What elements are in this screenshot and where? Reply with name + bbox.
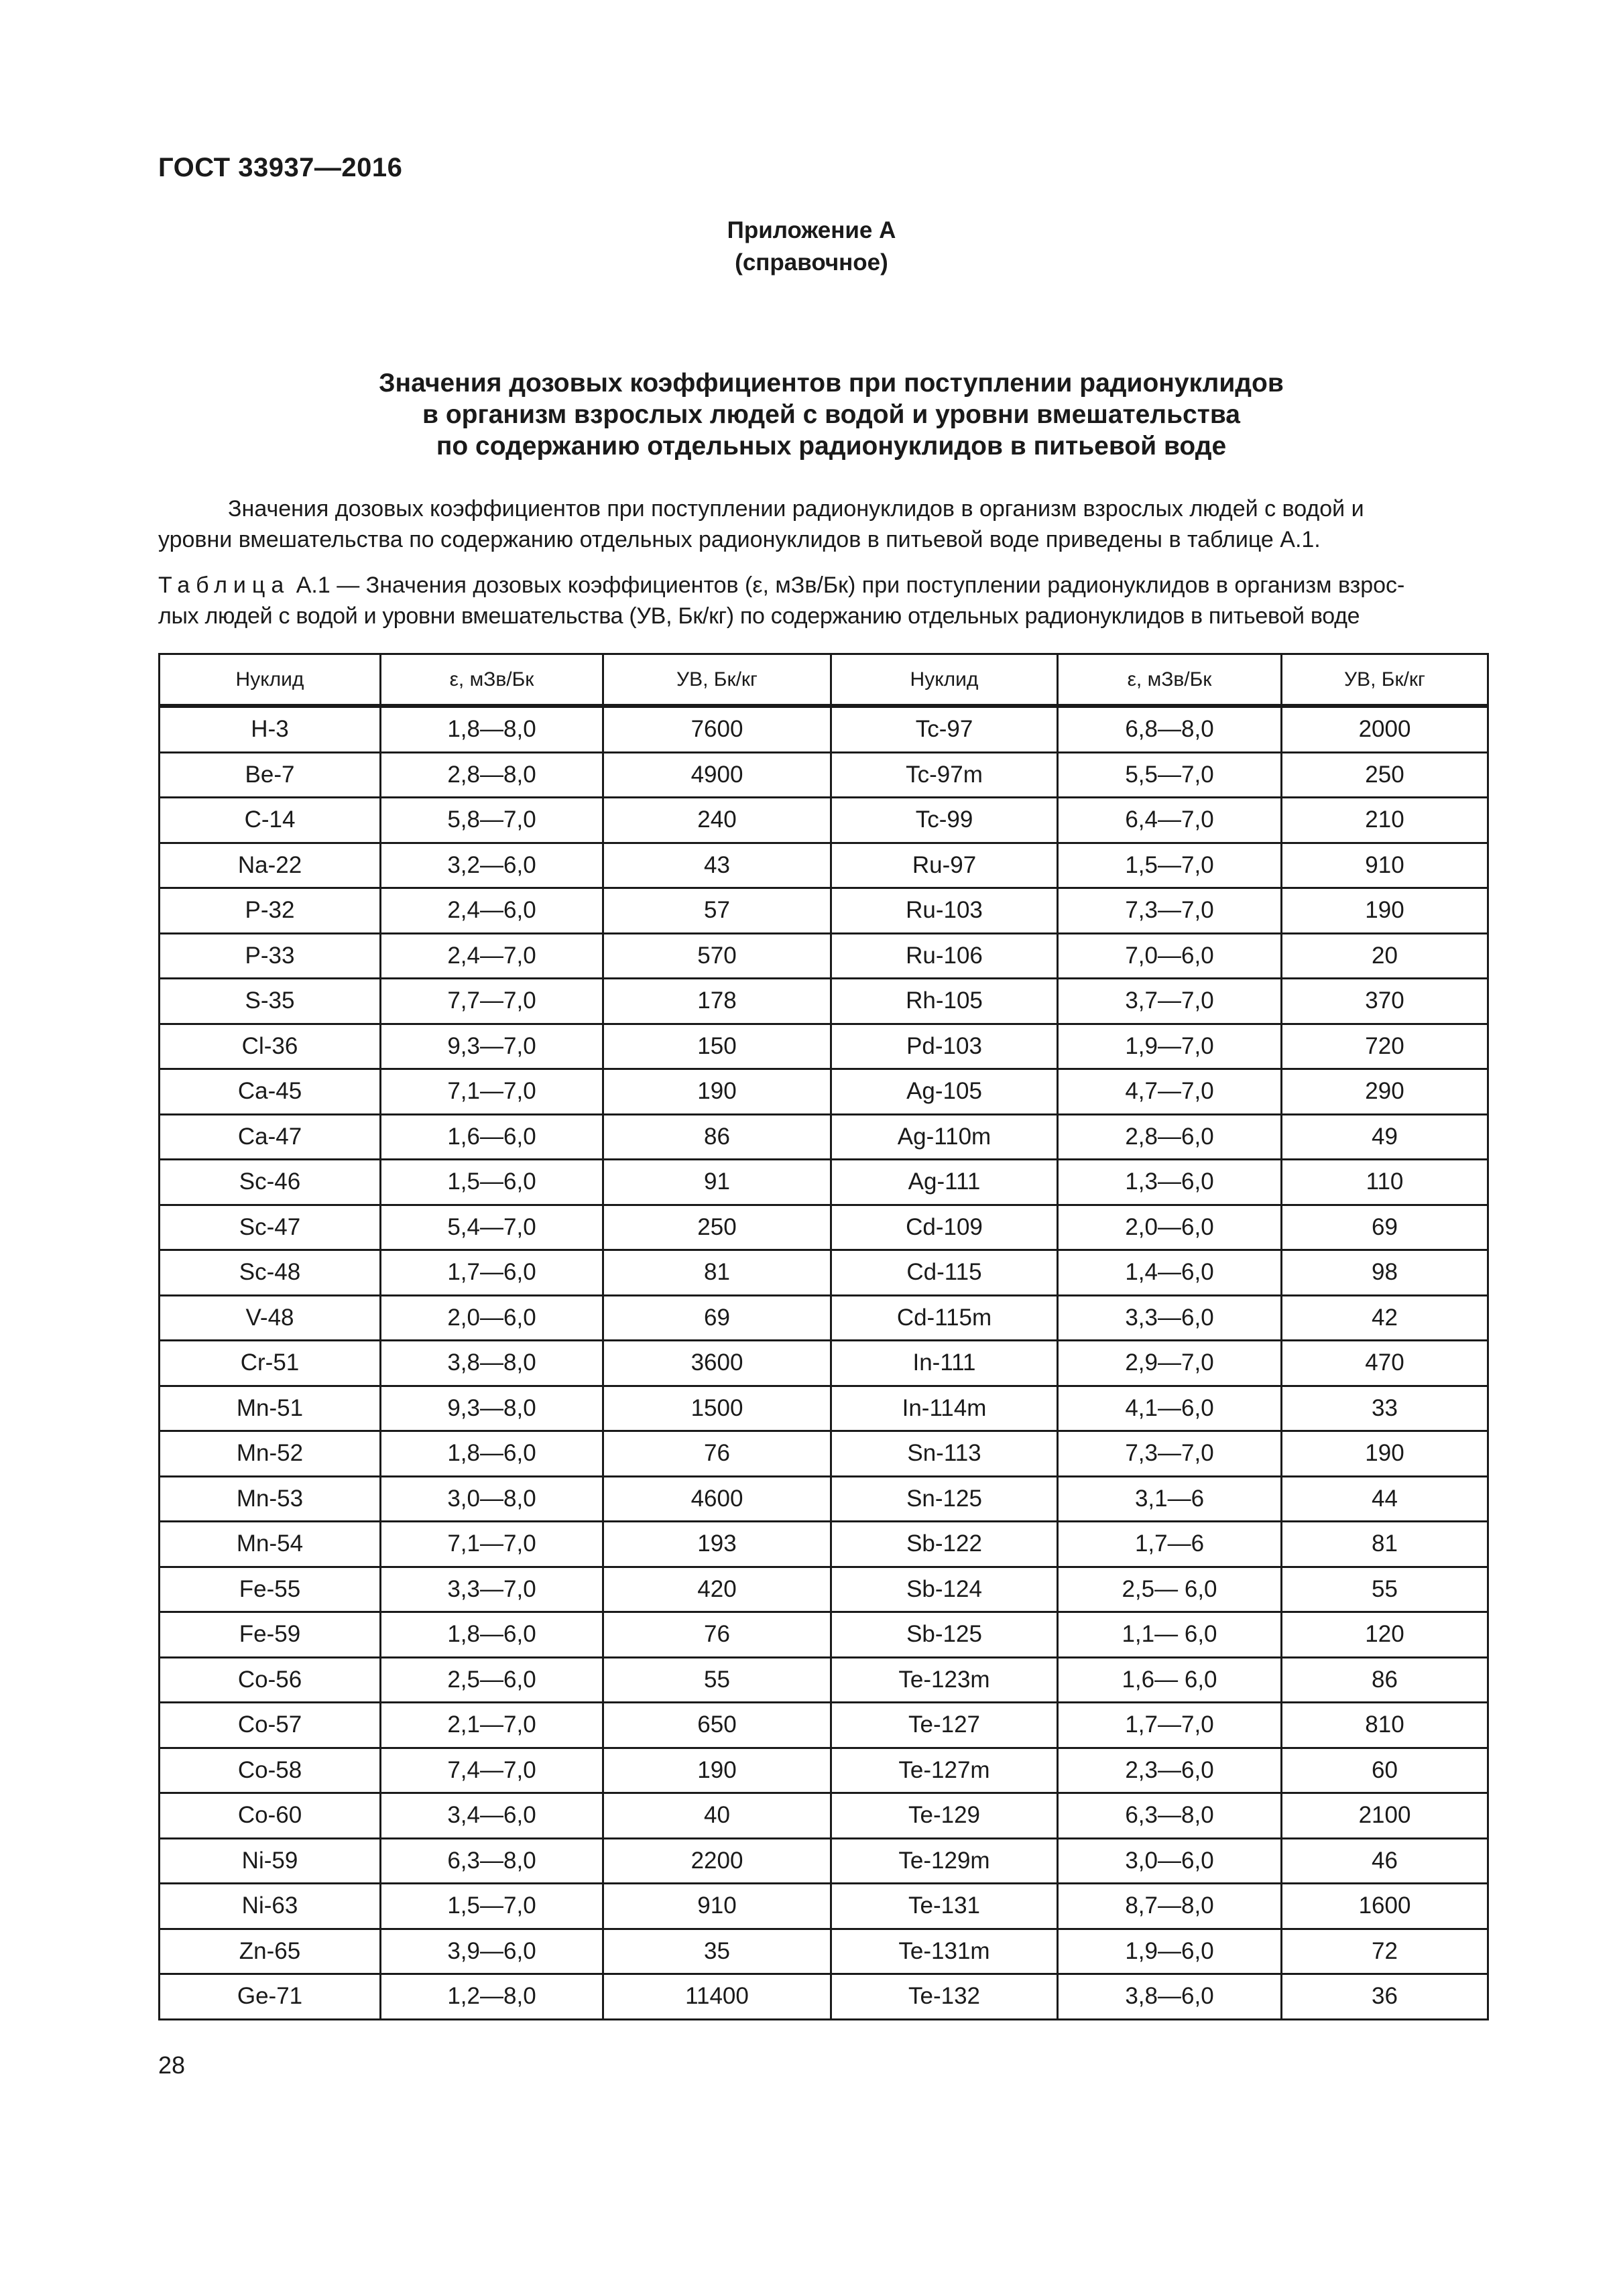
intervention-level-cell: 55 <box>603 1657 831 1703</box>
nuclide-cell: H-3 <box>160 706 381 752</box>
caption-line: лых людей с водой и уровни вмешательства (УВ, Бк/кг) по содержанию отдельных радионуклидов в питьевой воде <box>158 603 1360 629</box>
table-row <box>160 1793 1488 1839</box>
dose-coefficient-cell: 2,4—7,0 <box>381 933 603 979</box>
dose-coefficient-cell: 7,1—7,0 <box>381 1069 603 1115</box>
nuclide-cell: Sn-125 <box>831 1476 1058 1522</box>
caption-text: А.1 — Значения дозовых коэффициентов (ε, мЗв/Бк) при поступлении радионуклидов в организм взрос- <box>290 572 1405 598</box>
table-row <box>160 1612 1488 1658</box>
dose-coefficient-cell: 7,4—7,0 <box>381 1748 603 1793</box>
dose-coefficient-cell: 1,8—6,0 <box>381 1431 603 1477</box>
table-row <box>160 1341 1488 1386</box>
intervention-level-cell: 190 <box>603 1069 831 1115</box>
appendix-heading <box>0 215 1623 279</box>
intervention-level-cell: 43 <box>603 843 831 888</box>
table-row <box>160 752 1488 798</box>
intervention-level-cell: 190 <box>603 1748 831 1793</box>
table-row <box>160 1205 1488 1250</box>
nuclide-cell: Be-7 <box>160 752 381 798</box>
nuclide-cell: Fe-59 <box>160 1612 381 1658</box>
intervention-level-cell: 193 <box>603 1522 831 1567</box>
dose-coefficient-cell: 3,8—6,0 <box>1058 1974 1282 2020</box>
dose-coefficient-cell: 2,8—6,0 <box>1058 1114 1282 1160</box>
dose-coefficient-cell: 2,3—6,0 <box>1058 1748 1282 1793</box>
nuclide-cell: Mn-52 <box>160 1431 381 1477</box>
intervention-level-cell: 570 <box>603 933 831 979</box>
nuclide-cell: Mn-54 <box>160 1522 381 1567</box>
nuclide-cell: Te-129 <box>831 1793 1058 1839</box>
header-intervention-level: УВ, Бк/кг <box>603 654 831 707</box>
nuclide-cell: P-32 <box>160 888 381 934</box>
table-row <box>160 1386 1488 1431</box>
intervention-level-cell: 1600 <box>1282 1884 1488 1929</box>
intervention-level-cell: 40 <box>603 1793 831 1839</box>
intervention-level-cell: 120 <box>1282 1612 1488 1658</box>
caption-prefix: Таблица <box>158 572 290 598</box>
intervention-level-cell: 910 <box>603 1884 831 1929</box>
nuclide-cell: Ni-59 <box>160 1838 381 1884</box>
nuclide-cell: C-14 <box>160 798 381 843</box>
table-row <box>160 1069 1488 1115</box>
dose-coefficient-cell: 8,7—8,0 <box>1058 1884 1282 1929</box>
table-row <box>160 706 1488 752</box>
header-nuclide: Нуклид <box>831 654 1058 707</box>
table-row <box>160 1929 1488 1974</box>
dose-coefficient-cell: 3,3—7,0 <box>381 1567 603 1612</box>
intervention-level-cell: 72 <box>1282 1929 1488 1974</box>
dose-coefficient-cell: 1,3—6,0 <box>1058 1160 1282 1205</box>
nuclide-cell: Sc-47 <box>160 1205 381 1250</box>
nuclide-cell: Pd-103 <box>831 1024 1058 1069</box>
intervention-level-cell: 81 <box>1282 1522 1488 1567</box>
dose-coefficient-cell: 1,9—6,0 <box>1058 1929 1282 1974</box>
intervention-level-cell: 76 <box>603 1612 831 1658</box>
header-dose-coefficient: ε, мЗв/Бк <box>1058 654 1282 707</box>
dose-coefficient-cell: 1,9—7,0 <box>1058 1024 1282 1069</box>
intervention-level-cell: 910 <box>1282 843 1488 888</box>
dose-coefficient-cell: 7,1—7,0 <box>381 1522 603 1567</box>
intervention-level-cell: 46 <box>1282 1838 1488 1884</box>
dose-coefficient-cell: 6,4—7,0 <box>1058 798 1282 843</box>
nuclide-cell: Tc-99 <box>831 798 1058 843</box>
table-row <box>160 1295 1488 1341</box>
dose-coefficient-cell: 7,3—7,0 <box>1058 888 1282 934</box>
appendix-subtitle: (справочное) <box>735 249 888 276</box>
dose-coefficient-cell: 3,3—6,0 <box>1058 1295 1282 1341</box>
intervention-level-cell: 69 <box>603 1295 831 1341</box>
nuclide-cell: Ca-47 <box>160 1114 381 1160</box>
nuclide-cell: Sn-113 <box>831 1431 1058 1477</box>
table-row <box>160 1884 1488 1929</box>
title-line: по содержанию отдельных радионуклидов в питьевой воде <box>436 432 1227 461</box>
intervention-level-cell: 86 <box>603 1114 831 1160</box>
intervention-level-cell: 86 <box>1282 1657 1488 1703</box>
intervention-level-cell: 42 <box>1282 1295 1488 1341</box>
dose-coefficient-cell: 1,1— 6,0 <box>1058 1612 1282 1658</box>
intervention-level-cell: 4600 <box>603 1476 831 1522</box>
table-row <box>160 843 1488 888</box>
table-caption <box>158 570 1486 631</box>
intervention-level-cell: 2100 <box>1282 1793 1488 1839</box>
dose-coefficient-cell: 1,6—6,0 <box>381 1114 603 1160</box>
nuclide-cell: Co-60 <box>160 1793 381 1839</box>
table-row <box>160 1522 1488 1567</box>
intervention-level-cell: 210 <box>1282 798 1488 843</box>
nuclide-cell: V-48 <box>160 1295 381 1341</box>
nuclide-cell: Te-127m <box>831 1748 1058 1793</box>
dose-coefficient-cell: 5,4—7,0 <box>381 1205 603 1250</box>
table-header-row <box>160 654 1488 707</box>
dose-coefficient-cell: 2,9—7,0 <box>1058 1341 1282 1386</box>
intervention-level-cell: 650 <box>603 1703 831 1748</box>
dose-coefficient-cell: 1,6— 6,0 <box>1058 1657 1282 1703</box>
intervention-level-cell: 49 <box>1282 1114 1488 1160</box>
intro-line: Значения дозовых коэффициентов при поступлении радионуклидов в организм взрослых людей с водой и <box>228 496 1364 522</box>
intervention-level-cell: 720 <box>1282 1024 1488 1069</box>
dose-coefficient-cell: 1,8—6,0 <box>381 1612 603 1658</box>
nuclide-cell: In-111 <box>831 1341 1058 1386</box>
section-title <box>0 367 1623 462</box>
dose-coefficient-cell: 2,0—6,0 <box>1058 1205 1282 1250</box>
table-row <box>160 1431 1488 1477</box>
intervention-level-cell: 4900 <box>603 752 831 798</box>
caption-line <box>158 570 1486 601</box>
dose-coefficient-cell: 6,3—8,0 <box>1058 1793 1282 1839</box>
dose-coefficient-cell: 3,1—6 <box>1058 1476 1282 1522</box>
nuclide-cell: Te-131m <box>831 1929 1058 1974</box>
table-row <box>160 1657 1488 1703</box>
dose-coefficient-cell: 1,5—7,0 <box>1058 843 1282 888</box>
dose-coefficient-cell: 2,5— 6,0 <box>1058 1567 1282 1612</box>
nuclide-cell: Ge-71 <box>160 1974 381 2020</box>
nuclide-cell: Tc-97 <box>831 706 1058 752</box>
intervention-level-cell: 20 <box>1282 933 1488 979</box>
intervention-level-cell: 36 <box>1282 1974 1488 2020</box>
dose-coefficient-cell: 4,7—7,0 <box>1058 1069 1282 1115</box>
dose-coefficient-cell: 3,0—8,0 <box>381 1476 603 1522</box>
intervention-level-cell: 240 <box>603 798 831 843</box>
nuclide-cell: Cr-51 <box>160 1341 381 1386</box>
intervention-level-cell: 290 <box>1282 1069 1488 1115</box>
nuclide-cell: Sb-124 <box>831 1567 1058 1612</box>
table-row <box>160 1160 1488 1205</box>
intervention-level-cell: 35 <box>603 1929 831 1974</box>
nuclide-cell: Ag-111 <box>831 1160 1058 1205</box>
nuclide-cell: Cl-36 <box>160 1024 381 1069</box>
dose-coefficient-cell: 7,3—7,0 <box>1058 1431 1282 1477</box>
title-line: Значения дозовых коэффициентов при поступлении радионуклидов <box>379 369 1284 398</box>
table-row <box>160 979 1488 1024</box>
header-nuclide: Нуклид <box>160 654 381 707</box>
nuclide-cell: Ag-105 <box>831 1069 1058 1115</box>
dose-coefficient-cell: 6,8—8,0 <box>1058 706 1282 752</box>
nuclide-cell: Sc-46 <box>160 1160 381 1205</box>
dose-coefficient-cell: 1,7—6,0 <box>381 1250 603 1296</box>
dose-coefficient-cell: 2,1—7,0 <box>381 1703 603 1748</box>
nuclide-cell: Cd-109 <box>831 1205 1058 1250</box>
nuclide-cell: Ag-110m <box>831 1114 1058 1160</box>
dose-coefficient-cell: 1,7—6 <box>1058 1522 1282 1567</box>
dose-coefficient-cell: 7,0—6,0 <box>1058 933 1282 979</box>
nuclide-cell: In-114m <box>831 1386 1058 1431</box>
intervention-level-cell: 33 <box>1282 1386 1488 1431</box>
intervention-level-cell: 55 <box>1282 1567 1488 1612</box>
nuclide-cell: P-33 <box>160 933 381 979</box>
dose-coefficient-cell: 6,3—8,0 <box>381 1838 603 1884</box>
dose-coefficient-cell: 2,4—6,0 <box>381 888 603 934</box>
dose-coefficient-cell: 1,5—6,0 <box>381 1160 603 1205</box>
intervention-level-cell: 150 <box>603 1024 831 1069</box>
intervention-level-cell: 810 <box>1282 1703 1488 1748</box>
intervention-level-cell: 110 <box>1282 1160 1488 1205</box>
table-row <box>160 1748 1488 1793</box>
dose-coefficient-cell: 3,2—6,0 <box>381 843 603 888</box>
nuclide-cell: Fe-55 <box>160 1567 381 1612</box>
intervention-level-cell: 60 <box>1282 1748 1488 1793</box>
nuclide-cell: Sb-125 <box>831 1612 1058 1658</box>
intervention-level-cell: 190 <box>1282 1431 1488 1477</box>
dose-coefficient-cell: 3,9—6,0 <box>381 1929 603 1974</box>
header-dose-coefficient: ε, мЗв/Бк <box>381 654 603 707</box>
intervention-level-cell: 3600 <box>603 1341 831 1386</box>
dose-coefficient-cell: 1,7—7,0 <box>1058 1703 1282 1748</box>
dose-coefficient-cell: 3,4—6,0 <box>381 1793 603 1839</box>
intervention-level-cell: 2200 <box>603 1838 831 1884</box>
nuclide-cell: Te-132 <box>831 1974 1058 2020</box>
intervention-level-cell: 69 <box>1282 1205 1488 1250</box>
dose-coefficient-cell: 9,3—7,0 <box>381 1024 603 1069</box>
header-intervention-level: УВ, Бк/кг <box>1282 654 1488 707</box>
table-row <box>160 1476 1488 1522</box>
table-row <box>160 888 1488 934</box>
dose-coefficient-cell: 2,5—6,0 <box>381 1657 603 1703</box>
intervention-level-cell: 7600 <box>603 706 831 752</box>
dose-coefficient-cell: 3,7—7,0 <box>1058 979 1282 1024</box>
table-row <box>160 1974 1488 2020</box>
intervention-level-cell: 370 <box>1282 979 1488 1024</box>
intervention-level-cell: 81 <box>603 1250 831 1296</box>
nuclide-cell: Co-57 <box>160 1703 381 1748</box>
dose-coefficient-cell: 1,2—8,0 <box>381 1974 603 2020</box>
nuclide-cell: Mn-53 <box>160 1476 381 1522</box>
intervention-level-cell: 470 <box>1282 1341 1488 1386</box>
table-row <box>160 1024 1488 1069</box>
nuclide-cell: Ca-45 <box>160 1069 381 1115</box>
intervention-level-cell: 44 <box>1282 1476 1488 1522</box>
nuclide-cell: Ru-103 <box>831 888 1058 934</box>
nuclide-table <box>158 653 1489 2020</box>
intervention-level-cell: 420 <box>603 1567 831 1612</box>
table-row <box>160 1114 1488 1160</box>
table-row <box>160 1567 1488 1612</box>
nuclide-cell: Cd-115m <box>831 1295 1058 1341</box>
nuclide-cell: Na-22 <box>160 843 381 888</box>
nuclide-cell: Sc-48 <box>160 1250 381 1296</box>
table-row <box>160 1250 1488 1296</box>
nuclide-cell: Ru-97 <box>831 843 1058 888</box>
intervention-level-cell: 2000 <box>1282 706 1488 752</box>
table-row <box>160 933 1488 979</box>
intro-paragraph <box>158 493 1486 555</box>
table-row <box>160 1703 1488 1748</box>
nuclide-cell: Rh-105 <box>831 979 1058 1024</box>
dose-coefficient-cell: 1,8—8,0 <box>381 706 603 752</box>
intervention-level-cell: 11400 <box>603 1974 831 2020</box>
nuclide-cell: Sb-122 <box>831 1522 1058 1567</box>
nuclide-cell: Mn-51 <box>160 1386 381 1431</box>
dose-coefficient-cell: 7,7—7,0 <box>381 979 603 1024</box>
nuclide-cell: Co-58 <box>160 1748 381 1793</box>
nuclide-cell: Te-129m <box>831 1838 1058 1884</box>
dose-coefficient-cell: 3,0—6,0 <box>1058 1838 1282 1884</box>
nuclide-cell: Te-123m <box>831 1657 1058 1703</box>
nuclide-cell: Ru-106 <box>831 933 1058 979</box>
nuclide-cell: Cd-115 <box>831 1250 1058 1296</box>
table-row <box>160 1838 1488 1884</box>
dose-coefficient-cell: 5,5—7,0 <box>1058 752 1282 798</box>
title-line: в организм взрослых людей с водой и уровни вмешательства <box>422 400 1240 429</box>
nuclide-cell: Zn-65 <box>160 1929 381 1974</box>
dose-coefficient-cell: 2,8—8,0 <box>381 752 603 798</box>
nuclide-cell: Te-127 <box>831 1703 1058 1748</box>
dose-coefficient-cell: 1,4—6,0 <box>1058 1250 1282 1296</box>
table-row <box>160 798 1488 843</box>
intervention-level-cell: 76 <box>603 1431 831 1477</box>
appendix-title: Приложение А <box>727 217 896 243</box>
intervention-level-cell: 178 <box>603 979 831 1024</box>
intervention-level-cell: 190 <box>1282 888 1488 934</box>
nuclide-cell: Te-131 <box>831 1884 1058 1929</box>
intervention-level-cell: 57 <box>603 888 831 934</box>
table-body <box>160 706 1488 2019</box>
intro-line: уровни вмешательства по содержанию отдельных радионуклидов в питьевой воде приведены в таблице А.1. <box>158 527 1321 552</box>
dose-coefficient-cell: 1,5—7,0 <box>381 1884 603 1929</box>
dose-coefficient-cell: 2,0—6,0 <box>381 1295 603 1341</box>
nuclide-cell: S-35 <box>160 979 381 1024</box>
nuclide-cell: Tc-97m <box>831 752 1058 798</box>
intervention-level-cell: 1500 <box>603 1386 831 1431</box>
intervention-level-cell: 91 <box>603 1160 831 1205</box>
nuclide-cell: Ni-63 <box>160 1884 381 1929</box>
intervention-level-cell: 98 <box>1282 1250 1488 1296</box>
dose-coefficient-cell: 4,1—6,0 <box>1058 1386 1282 1431</box>
dose-coefficient-cell: 3,8—8,0 <box>381 1341 603 1386</box>
dose-coefficient-cell: 9,3—8,0 <box>381 1386 603 1431</box>
intervention-level-cell: 250 <box>1282 752 1488 798</box>
dose-coefficient-cell: 5,8—7,0 <box>381 798 603 843</box>
page-number: 28 <box>158 2051 186 2079</box>
nuclide-cell: Co-56 <box>160 1657 381 1703</box>
intervention-level-cell: 250 <box>603 1205 831 1250</box>
document-code: ГОСТ 33937—2016 <box>158 153 403 182</box>
